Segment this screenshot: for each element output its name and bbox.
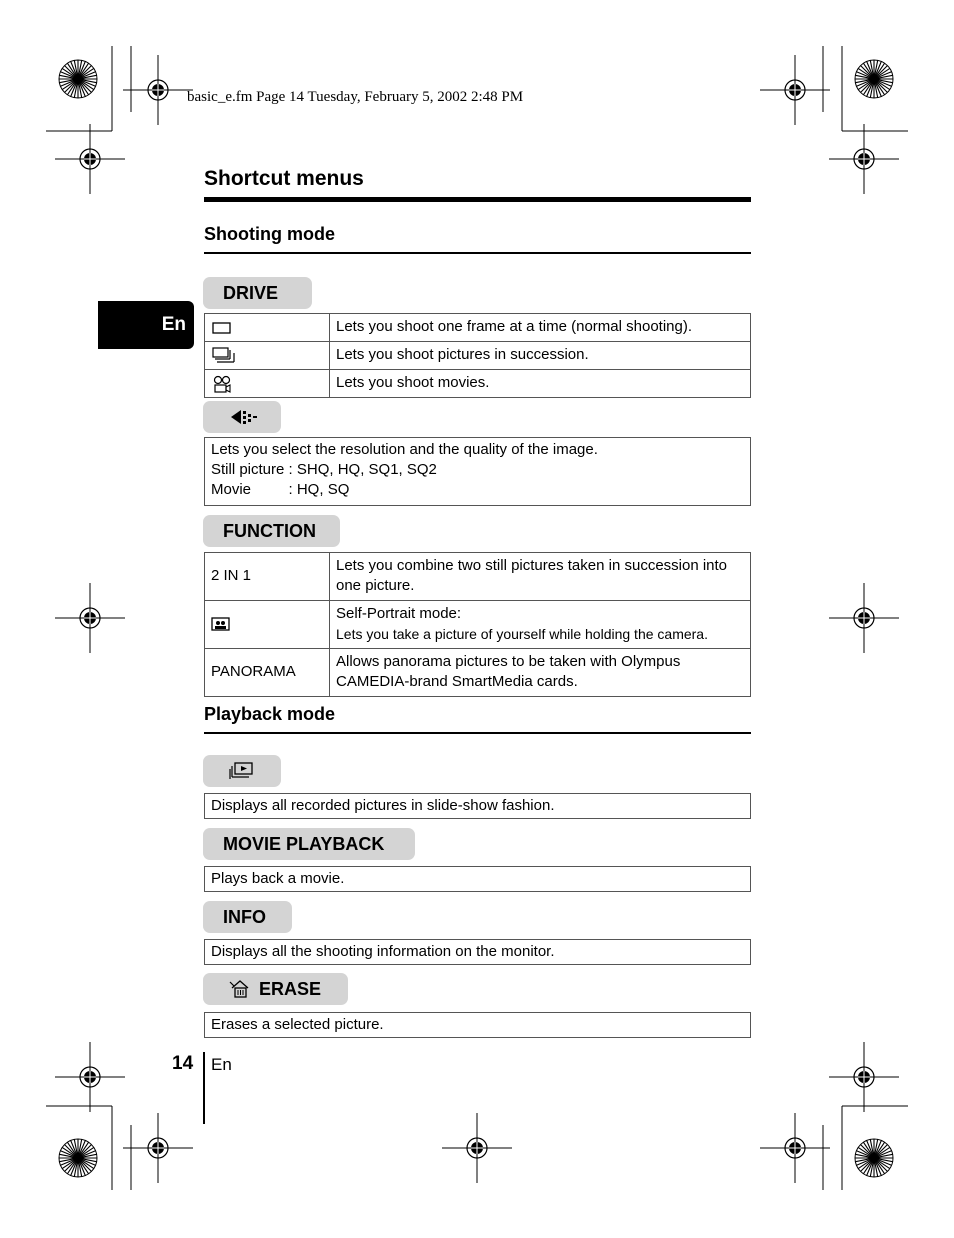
record-mode-description (204, 437, 751, 506)
footer-language: En (211, 1055, 232, 1074)
description-line: Lets you select the resolution and the quality of the image. (211, 441, 598, 458)
info-menu-tab[interactable] (203, 901, 292, 933)
function-text: Lets you combine two still pictures taken in succession into one picture. (330, 553, 751, 601)
movie-playback-label: MOVIE PLAYBACK (223, 833, 385, 854)
movie-playback-menu-tab[interactable] (203, 828, 415, 860)
drive-table (204, 313, 751, 398)
drive-row-text: Lets you shoot movies. (330, 370, 751, 398)
single-frame-icon (211, 320, 233, 336)
language-side-tab: En (98, 301, 194, 349)
self-portrait-icon (211, 616, 231, 632)
slideshow-description: Displays all recorded pictures in slide-show fashion. (204, 793, 751, 819)
info-description: Displays all the shooting information on the monitor. (204, 939, 751, 965)
erase-menu-tab[interactable] (203, 973, 348, 1005)
table-row (205, 314, 751, 342)
drive-label: DRIVE (223, 282, 279, 303)
movie-playback-description: Plays back a movie. (204, 866, 751, 892)
slideshow-icon (229, 761, 257, 781)
title-rule (204, 197, 751, 202)
playback-mode-rule (204, 732, 751, 734)
table-row (205, 649, 751, 697)
function-text: Self-Portrait mode: (336, 605, 462, 622)
record-mode-icon (227, 407, 261, 427)
movie-camera-icon (211, 375, 233, 393)
page-number: 14 (172, 1053, 194, 1074)
description-line: Movie : HQ, SQ (211, 481, 350, 498)
table-row (205, 342, 751, 370)
info-label: INFO (223, 906, 266, 927)
drive-menu-tab[interactable] (203, 277, 312, 309)
file-header: basic_e.fm Page 14 Tuesday, February 5, 2002 2:48 PM (187, 89, 524, 105)
sequential-shooting-icon (211, 347, 237, 365)
record-mode-menu-tab[interactable] (203, 401, 281, 433)
drive-row-text: Lets you shoot pictures in succession. (330, 342, 751, 370)
function-label: FUNCTION (223, 520, 316, 541)
shooting-mode-rule (204, 252, 751, 254)
drive-row-text: Lets you shoot one frame at a time (normal shooting). (330, 314, 751, 342)
function-key: PANORAMA (205, 649, 330, 697)
function-text: Lets you take a picture of yourself while holding the camera. (336, 626, 708, 642)
table-row (205, 601, 751, 649)
erase-description: Erases a selected picture. (204, 1012, 751, 1038)
function-table (204, 552, 751, 697)
table-row (205, 553, 751, 601)
description-line: Still picture : SHQ, HQ, SQ1, SQ2 (211, 461, 437, 478)
footer-divider (203, 1052, 205, 1124)
function-menu-tab[interactable] (203, 515, 340, 547)
shooting-mode-heading: Shooting mode (204, 224, 335, 244)
erase-icon (229, 979, 251, 999)
erase-label: ERASE (259, 978, 322, 999)
slideshow-menu-tab[interactable] (203, 755, 281, 787)
function-text: Allows panorama pictures to be taken with Olympus CAMEDIA-brand SmartMedia cards. (330, 649, 751, 697)
table-row (205, 370, 751, 398)
function-key: 2 IN 1 (205, 553, 330, 601)
playback-mode-heading: Playback mode (204, 704, 336, 724)
page-title: Shortcut menus (204, 167, 364, 190)
